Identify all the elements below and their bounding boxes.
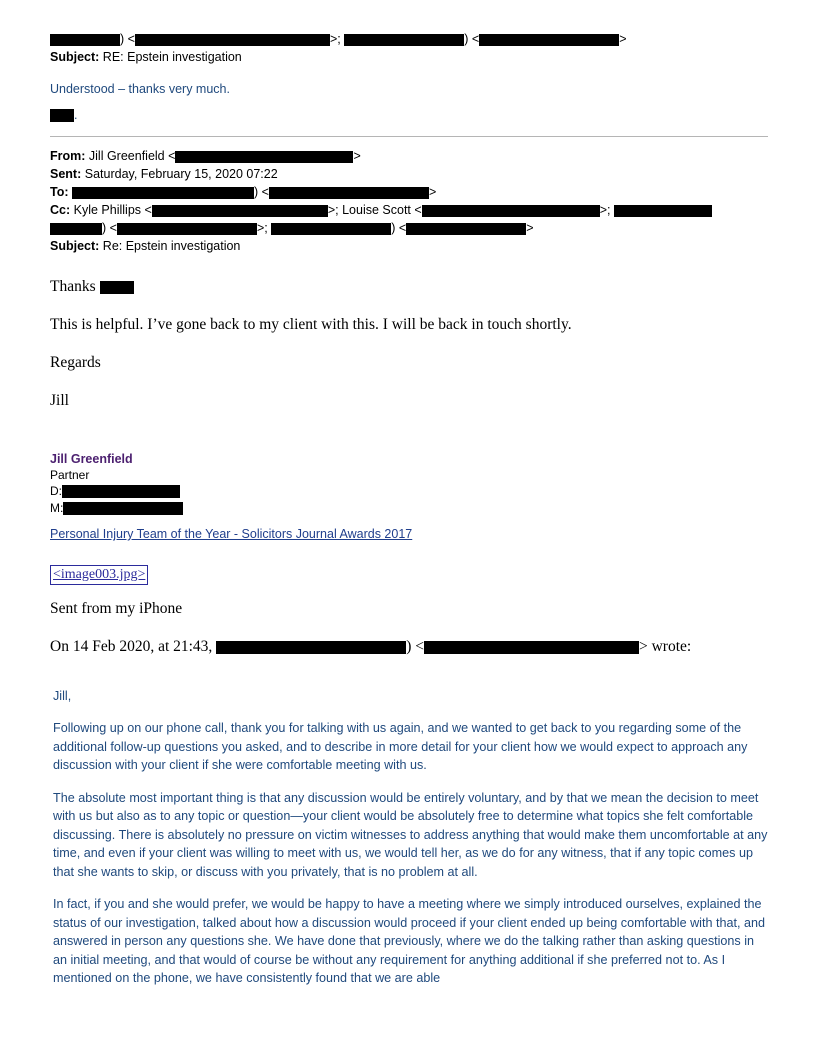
angle-close: >: [638, 638, 648, 655]
mobile-label: M:: [50, 501, 64, 515]
original-greeting: Jill,: [53, 688, 72, 703]
original-paragraph-2: The absolute most important thing is that any discussion would be entirely voluntary, and by that we mean the decision to meet with us but also as to any topic or question—your client would be absolutely free to determine what topics she felt comfortable discussing. There is absolutely no pressure on victim witnesses to address anything that would make them uncomfortable at any time, and even if your client was willing to meet with us, we would tell her, as we do for any witness, that if any topic comes up that she wants to skip, or discuss with you privately, that is no problem at all.: [53, 790, 768, 879]
redaction-bar: [271, 223, 391, 235]
redaction-bar: [269, 187, 429, 199]
subject-value: RE: Epstein investigation: [102, 50, 242, 64]
redaction-bar: [152, 205, 328, 217]
reply-signoff: [50, 106, 768, 124]
angle-open: <: [471, 32, 480, 46]
quoted-to-line: [50, 183, 768, 201]
redaction-bar: [175, 151, 353, 163]
redaction-bar: [117, 223, 257, 235]
original-paragraph-1: Following up on our phone call, thank you for talking with us again, and we wanted to get back to you regarding some of the additional follow-up questions you asked, and to describe in more detail for your client how we would expect to approach any discussion with your client if she were comfortable meeting with us.: [53, 721, 748, 772]
angle-open: <: [398, 221, 407, 235]
from-label: From:: [50, 149, 86, 163]
paren-close: ): [254, 185, 259, 199]
signature-role: Partner: [50, 468, 90, 482]
redaction-bar: [100, 281, 134, 294]
angle-close: >: [428, 185, 437, 199]
original-message-block: [50, 687, 768, 988]
redaction-bar: [424, 641, 639, 654]
paren-close: ): [464, 32, 469, 46]
signature-direct-line: [50, 483, 768, 500]
on-line-suffix: wrote:: [651, 638, 692, 655]
angle-open: <: [168, 149, 176, 163]
quoted-sent-line: [50, 165, 768, 183]
redaction-bar: [135, 34, 330, 46]
redaction-bar: [406, 223, 526, 235]
reply-text: Understood – thanks very much.: [50, 82, 230, 96]
award-link[interactable]: Personal Injury Team of the Year - Solicitors Journal Awards 2017: [50, 527, 413, 541]
sent-label: Sent:: [50, 167, 82, 181]
to-label: To:: [50, 185, 69, 199]
cc-label: Cc:: [50, 203, 71, 217]
quoted-paragraph-1: This is helpful. I’ve gone back to my client with this. I will be back in touch shortly.: [50, 316, 572, 333]
paren-close: ): [102, 221, 107, 235]
angle-close: >: [619, 32, 627, 46]
divider: [50, 136, 768, 137]
cc-name-2: Louise Scott: [342, 203, 411, 217]
angle-close: >: [526, 221, 534, 235]
signature-name: Jill Greenfield: [50, 452, 133, 466]
redaction-bar: [72, 187, 254, 199]
signoff-period: .: [74, 108, 78, 122]
quoted-thanks-line: [50, 277, 768, 297]
redaction-bar: [62, 485, 180, 498]
angle-open: <: [261, 185, 269, 199]
paren-close: ): [391, 221, 396, 235]
quoted-name: Jill: [50, 392, 69, 409]
quoted-cc-line-1: [50, 201, 768, 219]
semicolon: >;: [327, 203, 339, 217]
redaction-bar: [479, 34, 619, 46]
angle-open: <: [127, 32, 135, 46]
angle-open: <: [109, 221, 117, 235]
sent-from-iphone: Sent from my iPhone: [50, 600, 183, 617]
redaction-bar: [614, 205, 712, 217]
redaction-bar: [422, 205, 600, 217]
from-value: Jill Greenfield: [88, 149, 165, 163]
semicolon: >;: [329, 32, 341, 46]
signature-mobile-line: [50, 500, 768, 517]
paren-close: ): [406, 638, 412, 655]
subject-label: Subject:: [50, 50, 100, 64]
on-line-prefix: On 14 Feb 2020, at 21:43,: [50, 638, 213, 655]
angle-close: >: [353, 149, 361, 163]
semicolon: >;: [599, 203, 611, 217]
paren-close: ): [120, 32, 125, 46]
original-paragraph-3: In fact, if you and she would prefer, we would be happy to have a meeting where we simply introduced ourselves, explained the status of our investigation, talked about how a discussion would proceed if your client ended up being comfortable with that, and answered in person any questions she. We have done that previously, where we do the talking rather than asking questions in an initial meeting, and that would of course be without any requirement for anything additional if she preferred not to. As I mentioned on the phone, we have consistently found that we are able: [53, 897, 765, 985]
subject-line-top: [50, 48, 768, 66]
image-attachment-link[interactable]: <image003.jpg>: [50, 565, 148, 585]
thanks-word: Thanks: [50, 278, 96, 295]
quoted-subject-line: [50, 237, 768, 255]
redaction-bar: [63, 502, 183, 515]
semicolon: >;: [256, 221, 268, 235]
forwarded-on-line: [50, 637, 768, 657]
subject-label: Subject:: [50, 239, 100, 253]
angle-open: <: [144, 203, 152, 217]
redaction-bar: [50, 34, 120, 46]
redaction-bar: [344, 34, 464, 46]
angle-open: <: [414, 203, 422, 217]
cc-name-1: Kyle Phillips: [73, 203, 142, 217]
redaction-bar: [216, 641, 406, 654]
redaction-bar: [50, 109, 74, 122]
redaction-bar: [50, 223, 102, 235]
subject-value: Re: Epstein investigation: [102, 239, 241, 253]
recipients-line: [50, 30, 768, 48]
direct-label: D:: [50, 484, 62, 498]
quoted-from-line: [50, 147, 768, 165]
sent-value: Saturday, February 15, 2020 07:22: [84, 167, 278, 181]
quoted-regards: Regards: [50, 354, 101, 371]
angle-open: <: [415, 638, 424, 655]
quoted-cc-line-2: [50, 219, 768, 237]
